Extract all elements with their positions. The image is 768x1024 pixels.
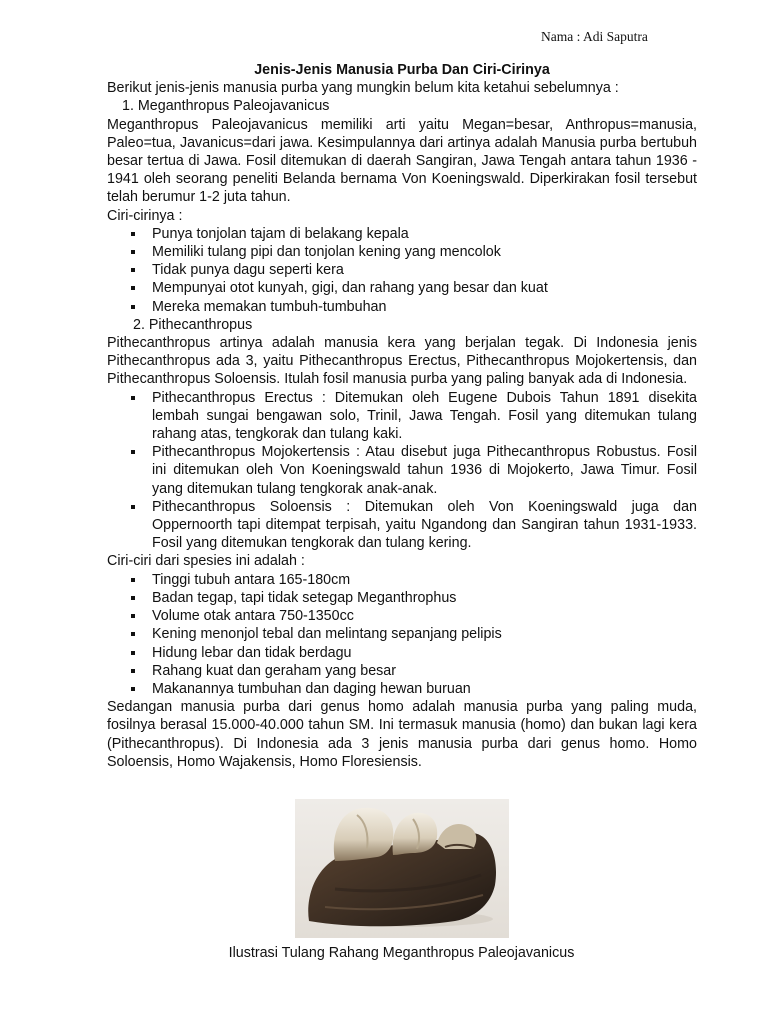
traits-label-pithecanthropus: Ciri-ciri dari spesies ini adalah : <box>107 553 305 570</box>
section-paragraph-meganthropus: Meganthropus Paleojavanicus memiliki arti yaitu Megan=besar, Anthropus=manusia, Paleo=tua, Javanicus=dari jawa. Kesimpulannya dari artinya adalah Manusia purba bertubuh besar tertua di Jawa. Fosil ditemukan di daerah Sangiran, Jawa Tengah antara tahun 1936 - 1941 oleh seorang peneliti Belanda bernama Von Koeningswald. Diperkirakan fosil tersebut telah berumur 1-2 juta tahun. <box>107 116 697 206</box>
closing-paragraph: Sedangan manusia purba dari genus homo adalah manusia purba yang paling muda, fosilnya berasal 15.000-40.000 tahun SM. Ini termasuk manusia (homo) dan bukan lagi kera (Pithecanthropus). Di Indonesia ada 3 jenis manusia purba dari genus homo. Homo Soloensis, Homo Wajakensis, Homo Floresiensis. <box>107 699 697 770</box>
list-item: Hidung lebar dan tidak berdagu <box>107 644 697 662</box>
list-item: Tinggi tubuh antara 165-180cm <box>107 571 697 589</box>
fossil-jaw-icon <box>295 799 509 938</box>
list-item: Badan tegap, tapi tidak setegap Meganthrophus <box>107 589 697 607</box>
traits-label-meganthropus: Ciri-cirinya : <box>107 207 183 224</box>
list-item: Makanannya tumbuhan dan daging hewan buruan <box>107 680 697 698</box>
document-body <box>107 61 697 771</box>
section-heading-pithecanthropus: 2. Pithecanthropus <box>133 316 253 333</box>
traits-list-meganthropus <box>107 225 697 316</box>
list-item: Tidak punya dagu seperti kera <box>107 261 697 279</box>
list-item: Rahang kuat dan geraham yang besar <box>107 662 697 680</box>
figure-caption: Ilustrasi Tulang Rahang Meganthropus Paleojavanicus <box>228 945 575 961</box>
list-item: Kening menonjol tebal dan melintang sepanjang pelipis <box>107 625 697 643</box>
list-item: Memiliki tulang pipi dan tonjolan kening yang mencolok <box>107 243 697 261</box>
list-item: Mereka memakan tumbuh-tumbuhan <box>107 298 697 316</box>
section-paragraph-pithecanthropus: Pithecanthropus artinya adalah manusia kera yang berjalan tegak. Di Indonesia jenis Pithecanthropus ada 3, yaitu Pithecanthropus Erectus, Pithecanthropus Mojokertensis, dan Pithecanthropus Soloensis. Itulah fosil manusia purba yang paling banyak ada di Indonesia. <box>107 335 697 388</box>
list-item: Mempunyai otot kunyah, gigi, dan rahang yang besar dan kuat <box>107 279 697 297</box>
list-item: Pithecanthropus Mojokertensis : Atau disebut juga Pithecanthropus Robustus. Fosil ini ditemukan oleh Von Koeningswald tahun 1936 di Mojokerto, Jawa Timur. Fosil yang ditemukan tulang tengkorak anak-anak. <box>107 443 697 498</box>
list-item: Punya tonjolan tajam di belakang kepala <box>107 225 697 243</box>
section-heading-meganthropus: 1. Meganthropus Paleojavanicus <box>122 98 330 115</box>
author-name: Nama : Adi Saputra <box>541 29 648 44</box>
fossil-jaw-figure <box>295 799 509 938</box>
list-item: Pithecanthropus Soloensis : Ditemukan oleh Von Koeningswald juga dan Oppernoorth tapi ditempat terpisah, yaitu Ngandong dan Sangiran tahun 1931-1933. Fosil yang ditemukan tengkorak dan tulang kering. <box>107 498 697 553</box>
intro-paragraph: Berikut jenis-jenis manusia purba yang mungkin belum kita ketahui sebelumnya : <box>107 80 619 97</box>
document-title: Jenis-Jenis Manusia Purba Dan Ciri-Cirinya <box>254 62 550 78</box>
traits-list-pithecanthropus <box>107 571 697 698</box>
list-item: Pithecanthropus Erectus : Ditemukan oleh Eugene Dubois Tahun 1891 disekita lembah sungai bengawan solo, Trinil, Jawa Tengah. Fosil yang ditemukan tulang rahang atas, tengkorak dan tulang kaki. <box>107 389 697 444</box>
species-list <box>107 389 697 553</box>
list-item: Volume otak antara 750-1350cc <box>107 607 697 625</box>
